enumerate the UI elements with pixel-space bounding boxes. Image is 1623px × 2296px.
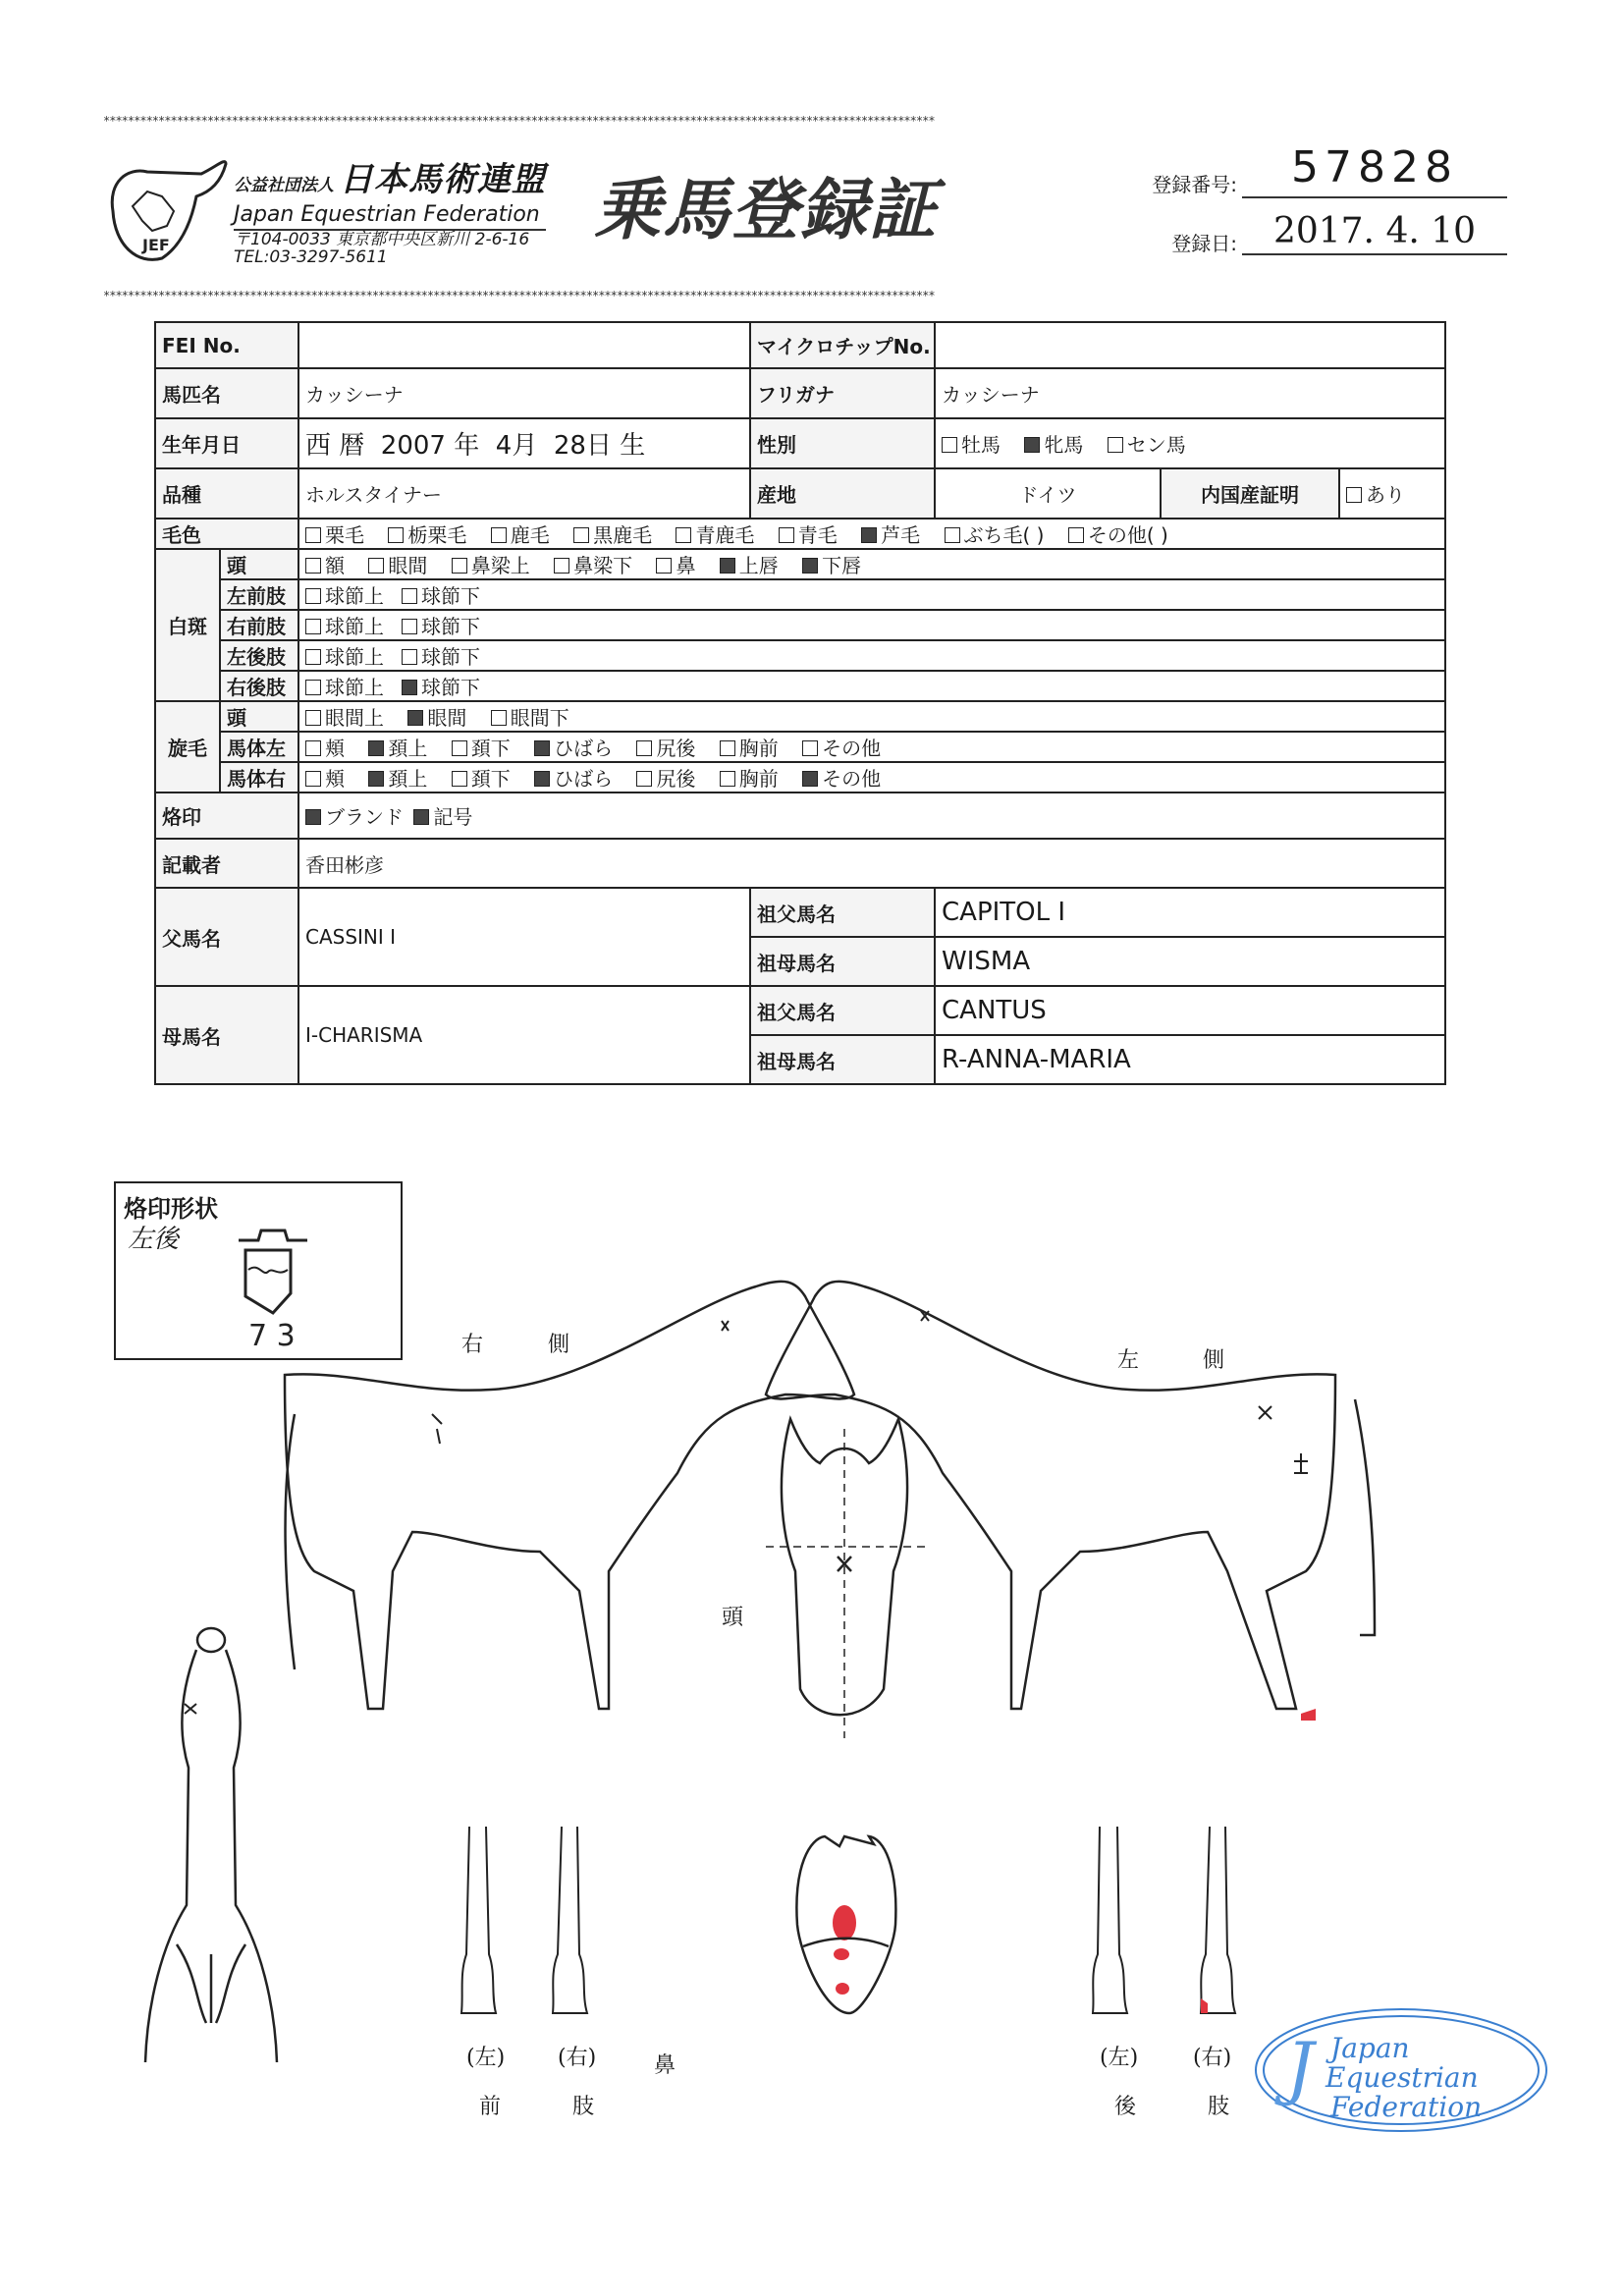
svg-text:7 3: 7 3 xyxy=(248,1319,296,1350)
horse-name-value: カッシーナ xyxy=(298,368,750,418)
white-mark-right-fore-options: 球節上 球節下 xyxy=(298,610,1445,640)
registration-number-label: 登録番号: xyxy=(1152,173,1237,196)
registration-number: 57828 xyxy=(1242,139,1507,198)
white-marks-label: 白斑 xyxy=(155,549,220,701)
registration-date: 2017. 4. 10 xyxy=(1242,210,1507,255)
white-mark-part-left-fore: 左前肢 xyxy=(220,579,298,610)
white-mark-right-hind-options: 球節上 球節下 xyxy=(298,671,1445,701)
horse-right-side-icon xyxy=(285,1282,854,1709)
whorl-part-head: 頭 xyxy=(220,701,298,732)
whorl-part-body-left: 馬体左 xyxy=(220,732,298,762)
jef-stamp-icon xyxy=(1256,2009,1546,2131)
forelimb-caption-1: 前 xyxy=(479,2095,502,2119)
sire-grandsire-value: CAPITOL I xyxy=(935,888,1445,937)
org-prefix: 公益社団法人 xyxy=(234,176,334,195)
white-mark-part-right-hind: 右後肢 xyxy=(220,671,298,701)
whorl-head-options: 眼間上 眼間 眼間下 xyxy=(298,701,1445,732)
brand-shape-position: 左後 xyxy=(128,1225,180,1254)
brand-options: ブランド 記号 xyxy=(298,793,1445,839)
registration-date-label: 登録日: xyxy=(1171,232,1237,255)
horse-top-view-icon xyxy=(145,1628,277,2062)
hindlimb-caption-2: 肢 xyxy=(1208,2095,1230,2119)
coat-option-grey: 芦毛 xyxy=(861,519,920,548)
origin-value: ドイツ xyxy=(935,468,1161,519)
dam-grandsire-value: CANTUS xyxy=(935,986,1445,1035)
sire-grandsire-label: 祖父馬名 xyxy=(750,888,935,937)
coat-options: 栗毛 栃栗毛 鹿毛 黒鹿毛 青鹿毛 青毛 芦毛 ぶち毛( ) その他( ) xyxy=(298,519,1445,549)
dam-granddam-label: 祖母馬名 xyxy=(750,1035,935,1084)
document-title: 乗馬登録証 xyxy=(594,172,939,249)
sex-option-stallion[interactable]: 牡馬 xyxy=(942,429,1001,458)
whorl-body-left-options: 頬 頚上 頚下 ひばら 尻後 胸前 その他 xyxy=(298,732,1445,762)
brand-shape-label: 烙印形状 xyxy=(124,1195,218,1223)
white-mark-part-left-hind: 左後肢 xyxy=(220,640,298,671)
domestic-cert-option[interactable]: あり xyxy=(1339,468,1445,519)
horse-head-front-icon xyxy=(766,1419,928,1738)
sex-option-gelding[interactable]: セン馬 xyxy=(1108,429,1186,458)
sire-granddam-label: 祖母馬名 xyxy=(750,937,935,986)
white-mark-part-right-fore: 右前肢 xyxy=(220,610,298,640)
whorls-label: 旋毛 xyxy=(155,701,220,793)
forelimb-left-label: (左) xyxy=(466,2046,506,2070)
hindlimb-left-label: (左) xyxy=(1100,2046,1139,2070)
dam-value: I-CHARISMA xyxy=(298,986,750,1084)
white-mark-head-options: 額 眼間 鼻梁上 鼻梁下 鼻 上唇 下唇 xyxy=(298,549,1445,579)
microchip-label: マイクロチップNo. xyxy=(750,322,935,368)
white-mark-left-hind-options: 球節上 球節下 xyxy=(298,640,1445,671)
whorl-body-right-options: 頬 頚上 頚下 ひばら 尻後 胸前 その他 xyxy=(298,762,1445,793)
sex-option-mare[interactable]: 牝馬 xyxy=(1024,429,1083,458)
hindlimbs-icon xyxy=(1093,1827,1235,2013)
org-tel: TEL:03-3297-5611 xyxy=(234,247,388,267)
left-side-label-1: 左 xyxy=(1117,1348,1140,1373)
sire-value: CASSINI I xyxy=(298,888,750,986)
forelimb-right-label: (右) xyxy=(558,2046,597,2070)
domestic-cert-label: 内国産証明 xyxy=(1161,468,1339,519)
fei-no-label: FEI No. xyxy=(155,322,298,368)
breed-value: ホルスタイナー xyxy=(298,468,750,519)
recorder-value: 香田彬彦 xyxy=(298,839,1445,888)
origin-label: 産地 xyxy=(750,468,935,519)
right-side-label-2: 側 xyxy=(548,1333,570,1357)
whorl-part-body-right: 馬体右 xyxy=(220,762,298,793)
sex-label: 性別 xyxy=(750,418,935,468)
hindlimb-caption-1: 後 xyxy=(1114,2095,1137,2119)
forelimb-caption-2: 肢 xyxy=(572,2095,595,2119)
svg-text:JEF: JEF xyxy=(142,236,170,254)
horse-name-label: 馬匹名 xyxy=(155,368,298,418)
right-side-label-1: 右 xyxy=(461,1333,484,1357)
svg-text:J: J xyxy=(1286,2028,1315,2108)
left-side-label-2: 側 xyxy=(1203,1348,1225,1373)
nose-label: 鼻 xyxy=(654,2053,676,2078)
brand-label: 烙印 xyxy=(155,793,298,839)
furigana-value: カッシーナ xyxy=(935,368,1445,418)
svg-text:Federation: Federation xyxy=(1330,2091,1483,2123)
dam-label: 母馬名 xyxy=(155,986,298,1084)
birth-date-value: 西 暦 2007 年 4月 28日 生 xyxy=(298,418,750,468)
dam-granddam-value: R-ANNA-MARIA xyxy=(935,1035,1445,1084)
coat-label: 毛色 xyxy=(155,519,298,549)
dam-grandsire-label: 祖父馬名 xyxy=(750,986,935,1035)
star-border-top: **************************************************************************************************************************************** xyxy=(103,114,935,128)
forelimbs-icon xyxy=(461,1827,587,2013)
head-label: 頭 xyxy=(722,1606,744,1630)
furigana-label: フリガナ xyxy=(750,368,935,418)
breed-label: 品種 xyxy=(155,468,298,519)
recorder-label: 記載者 xyxy=(155,839,298,888)
sire-granddam-value: WISMA xyxy=(935,937,1445,986)
white-mark-part-head: 頭 xyxy=(220,549,298,579)
star-border-bottom: **************************************************************************************************************************************** xyxy=(103,289,935,302)
horse-left-side-icon xyxy=(766,1282,1375,1721)
org-name-en: Japan Equestrian Federation xyxy=(234,202,546,231)
org-address: 〒104-0033 東京都中央区新川 2-6-16 xyxy=(234,230,530,249)
svg-text:Equestrian: Equestrian xyxy=(1325,2061,1479,2094)
white-mark-left-fore-options: 球節上 球節下 xyxy=(298,579,1445,610)
nose-diagram-icon xyxy=(796,1836,895,2013)
birth-date-label: 生年月日 xyxy=(155,418,298,468)
org-name-jp: 日本馬術連盟 xyxy=(339,160,546,199)
svg-text:Japan: Japan xyxy=(1330,2032,1410,2064)
sire-label: 父馬名 xyxy=(155,888,298,986)
hindlimb-right-label: (右) xyxy=(1193,2046,1232,2070)
